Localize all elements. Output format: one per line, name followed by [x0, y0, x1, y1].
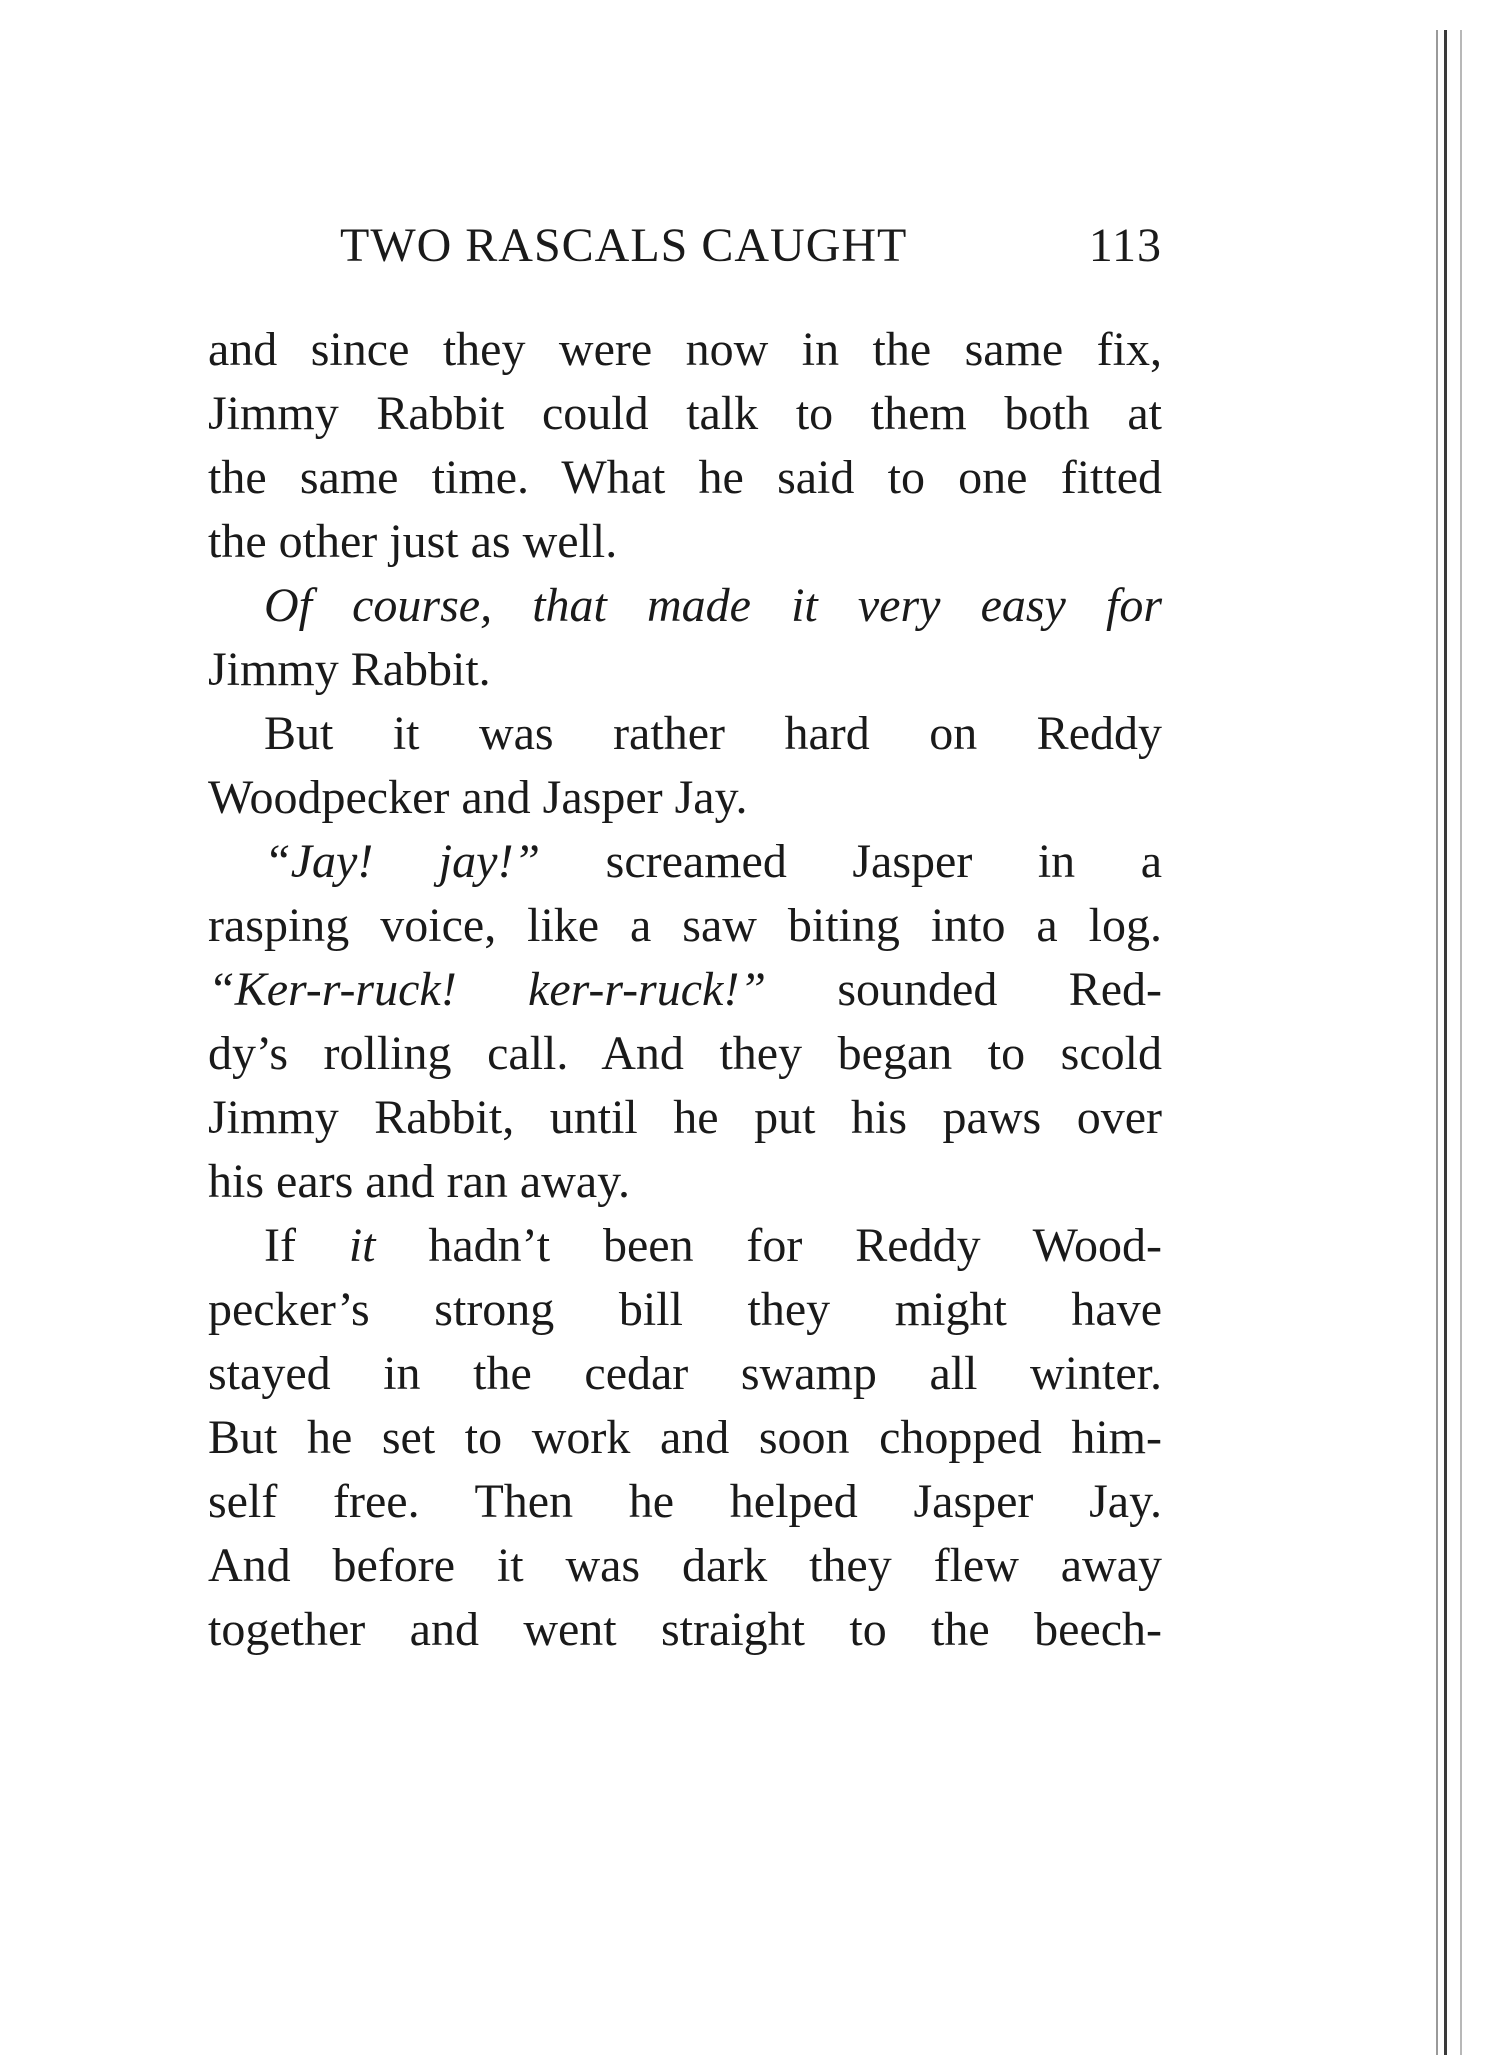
- text-fragment: hadn’t been for Reddy Wood-: [428, 1219, 1163, 1272]
- chapter-title: TWO RASCALS CAUGHT: [340, 219, 908, 272]
- edge-rule: [1444, 30, 1447, 2055]
- text-line: self free. Then he helped Jasper Jay.: [208, 1475, 1162, 1528]
- running-head: [340, 218, 1162, 278]
- italic-it: it: [348, 1219, 376, 1272]
- text-line: [208, 830, 1162, 894]
- text-line: pecker’s strong bill they might have: [208, 1283, 1162, 1336]
- text-line: Jimmy Rabbit, until he put his paws over: [208, 1091, 1162, 1144]
- page-number: 113: [1088, 219, 1162, 272]
- text-line: dy’s rolling call. And they began to scold: [208, 1027, 1162, 1080]
- text-line: the other just as well.: [208, 515, 618, 568]
- text-line: rasping voice, like a saw biting into a log.: [208, 899, 1162, 952]
- text-line: and since they were now in the same fix,: [208, 323, 1162, 376]
- text-line: And before it was dark they flew away: [208, 1539, 1162, 1592]
- edge-rule: [1460, 30, 1462, 2055]
- text-line: Of course, that made it very easy for: [264, 579, 1162, 632]
- text-fragment: sounded Red-: [837, 963, 1163, 1016]
- text-line: his ears and ran away.: [208, 1155, 631, 1208]
- text-line: the same time. What he said to one fitted: [208, 451, 1162, 504]
- text-line: But it was rather hard on Reddy: [264, 707, 1162, 760]
- text-line: [208, 958, 1162, 1022]
- edge-rule: [1436, 30, 1438, 2055]
- text-line: stayed in the cedar swamp all winter.: [208, 1347, 1162, 1400]
- text-line: Woodpecker and Jasper Jay.: [208, 771, 748, 824]
- text-line: together and went straight to the beech-: [208, 1603, 1162, 1656]
- text-fragment: If: [264, 1219, 296, 1272]
- page-edge-binding: [1424, 30, 1498, 2055]
- quoted-call-jay: “Jay! jay!”: [264, 835, 541, 888]
- text-line: Jimmy Rabbit could talk to them both at: [208, 387, 1162, 440]
- text-fragment: screamed Jasper in a: [605, 835, 1162, 888]
- body-text: [208, 318, 1162, 1662]
- quoted-call-ker: “Ker-r-ruck! ker-r-ruck!”: [208, 963, 767, 1016]
- text-line: Jimmy Rabbit.: [208, 643, 491, 696]
- text-line: But he set to work and soon chopped him-: [208, 1411, 1162, 1464]
- text-line: [208, 1214, 1162, 1278]
